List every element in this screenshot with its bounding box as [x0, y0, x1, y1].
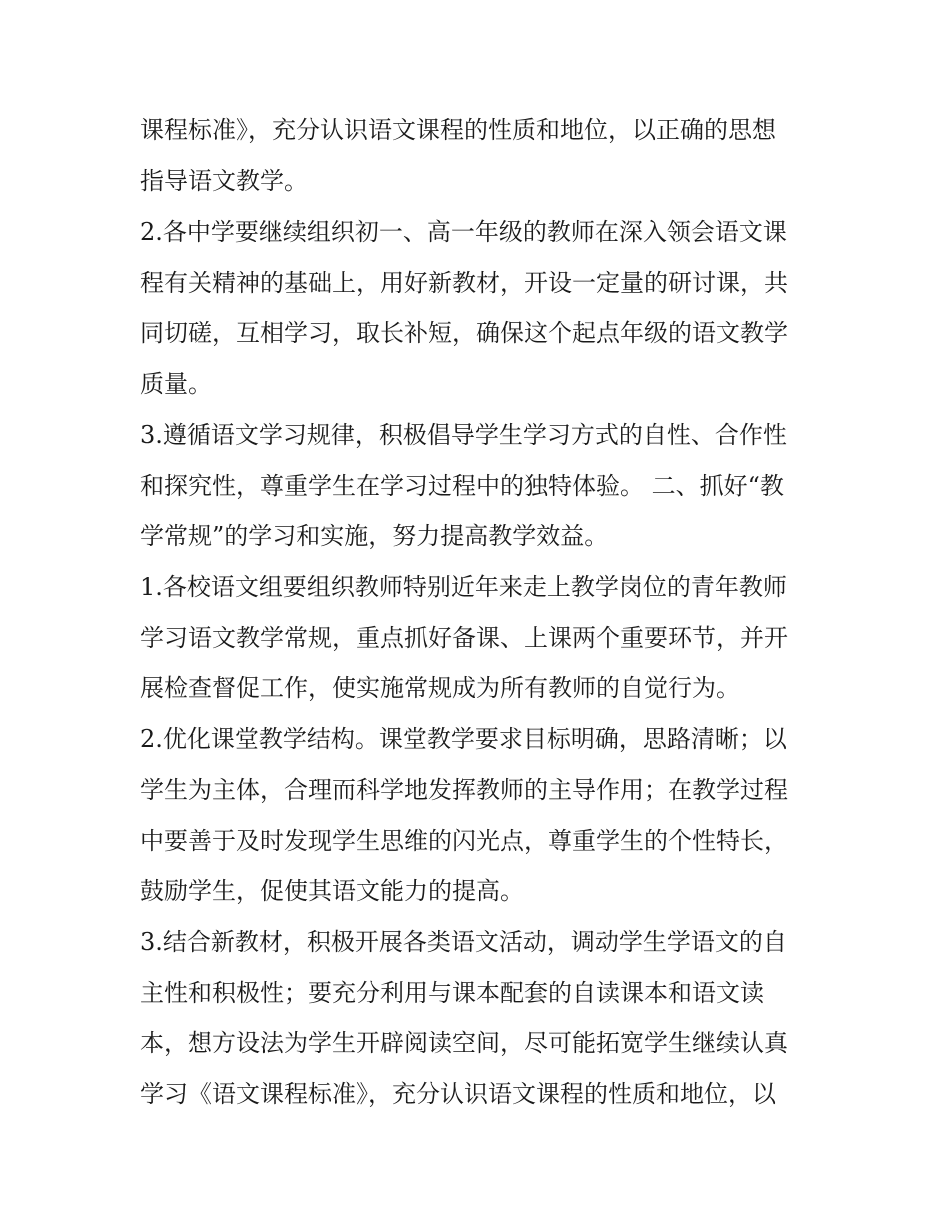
text-line: 2.优化课堂教学结构。课堂教学要求目标明确，思路清晰；以	[140, 725, 787, 753]
text-line: 3.结合新教材，积极开展各类语文活动，调动学生学语文的自	[140, 928, 787, 956]
text-line: 指导语文教学。	[140, 167, 308, 195]
text-line: 中要善于及时发现学生思维的闪光点，尊重学生的个性特长，	[140, 827, 788, 855]
text-line: 展检查督促工作，使实施常规成为所有教师的自觉行为。	[140, 674, 740, 702]
text-line: 学生为主体，合理而科学地发挥教师的主导作用；在教学过程	[140, 776, 788, 804]
text-line: 学习语文教学常规，重点抓好备课、上课两个重要环节，并开	[140, 624, 788, 652]
text-line: 程有关精神的基础上，用好新教材，开设一定量的研讨课，共	[140, 269, 788, 297]
text-line: 课程标准》，充分认识语文课程的性质和地位，以正确的思想	[140, 116, 776, 144]
text-line: 2.各中学要继续组织初一、高一年级的教师在深入领会语文课	[140, 218, 787, 246]
text-line: 和探究性，尊重学生在学习过程中的独特体验。 二、抓好“教	[140, 472, 784, 500]
text-line: 鼓励学生，促使其语文能力的提高。	[140, 877, 524, 905]
text-line: 学习《语文课程标准》，充分认识语文课程的性质和地位，以	[140, 1080, 776, 1108]
text-line: 学常规”的学习和实施，努力提高教学效益。	[140, 522, 609, 550]
text-line: 本，想方设法为学生开辟阅读空间，尽可能拓宽学生继续认真	[140, 1029, 788, 1057]
text-line: 3.遵循语文学习规律，积极倡导学生学习方式的自性、合作性	[140, 421, 787, 449]
text-line: 1.各校语文组要组织教师特别近年来走上教学岗位的青年教师	[140, 573, 787, 601]
text-line: 主性和积极性；要充分利用与课本配套的自读课本和语文读	[140, 979, 764, 1007]
text-line: 质量。	[140, 370, 212, 398]
text-line: 同切磋，互相学习，取长补短，确保这个起点年级的语文教学	[140, 319, 788, 347]
